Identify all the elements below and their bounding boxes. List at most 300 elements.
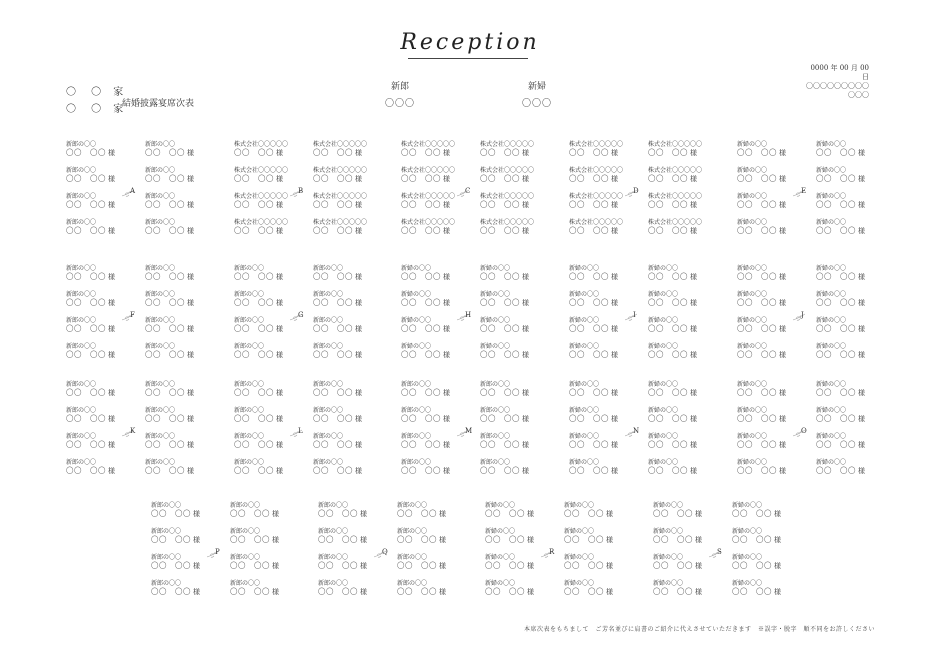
guest-seat <box>569 219 639 245</box>
honorific: 様 <box>443 441 450 449</box>
guest-title: 株式会社〇〇〇〇〇 <box>234 219 289 226</box>
guest-title: 新郎の〇〇 <box>318 580 349 587</box>
guest-title: 新婦の〇〇 <box>737 265 768 272</box>
honorific: 様 <box>690 175 697 183</box>
family-2 <box>66 101 123 118</box>
honorific: 様 <box>690 441 697 449</box>
guest-name: 〇〇 〇〇 <box>569 226 609 235</box>
guest-title: 新郎の〇〇 <box>234 317 265 324</box>
honorific: 様 <box>606 562 613 570</box>
guest-name: 〇〇 〇〇 <box>816 324 856 333</box>
guest-name: 〇〇 〇〇 <box>66 148 106 157</box>
guest-title: 新郎の〇〇 <box>313 433 344 440</box>
guest-title: 新郎の〇〇 <box>401 459 432 466</box>
guest-seat <box>313 317 383 343</box>
guest-name: 〇〇 〇〇 <box>569 200 609 209</box>
guest-title: 株式会社〇〇〇〇〇 <box>648 193 703 200</box>
honorific: 様 <box>108 299 115 307</box>
honorific: 様 <box>611 149 618 157</box>
honorific: 様 <box>355 149 362 157</box>
honorific: 様 <box>779 175 786 183</box>
guest-title: 新婦の〇〇 <box>653 528 684 535</box>
guest-name: 〇〇 〇〇 <box>401 298 441 307</box>
guest-title: 新婦の〇〇 <box>569 265 600 272</box>
seat-column-right <box>230 502 300 606</box>
guest-title: 株式会社〇〇〇〇〇 <box>569 193 624 200</box>
guest-name: 〇〇 〇〇 <box>480 324 520 333</box>
honorific: 様 <box>443 149 450 157</box>
honorific: 様 <box>858 299 865 307</box>
guest-seat <box>648 381 718 407</box>
guest-seat <box>653 502 723 528</box>
honorific: 様 <box>187 299 194 307</box>
guest-title: 新婦の〇〇 <box>816 141 847 148</box>
guest-seat <box>401 381 471 407</box>
honorific: 様 <box>272 562 279 570</box>
honorific: 様 <box>108 175 115 183</box>
guest-name: 〇〇 〇〇 <box>234 174 274 183</box>
honorific: 様 <box>611 467 618 475</box>
guest-name: 〇〇 〇〇 <box>66 414 106 423</box>
family-1 <box>66 84 123 101</box>
seat-column-right <box>145 265 215 369</box>
guest-name: 〇〇 〇〇 <box>151 561 191 570</box>
guest-name: 〇〇 〇〇 <box>145 466 185 475</box>
seat-column-right <box>648 265 718 369</box>
guest-title: 新婦の〇〇 <box>816 167 847 174</box>
guest-title: 新婦の〇〇 <box>569 291 600 298</box>
honorific: 様 <box>779 441 786 449</box>
guest-seat <box>648 141 718 167</box>
honorific: 様 <box>272 536 279 544</box>
table-label: D <box>633 187 639 195</box>
guest-seat <box>145 141 215 167</box>
honorific: 様 <box>272 510 279 518</box>
honorific: 様 <box>522 273 529 281</box>
guest-title: 新郎の〇〇 <box>480 459 511 466</box>
guest-title: 新郎の〇〇 <box>318 554 349 561</box>
seat-column-right <box>397 502 467 606</box>
guest-name: 〇〇 〇〇 <box>313 324 353 333</box>
guest-name: 〇〇 〇〇 <box>313 466 353 475</box>
table-label: J <box>801 311 804 319</box>
seat-column-right <box>564 502 634 606</box>
guest-seat <box>732 502 802 528</box>
guest-seat <box>816 381 886 407</box>
table-f <box>66 265 226 375</box>
honorific: 様 <box>355 441 362 449</box>
guest-name: 〇〇 〇〇 <box>569 414 609 423</box>
guest-title: 新婦の〇〇 <box>737 141 768 148</box>
guest-seat <box>648 459 718 485</box>
guest-title: 新郎の〇〇 <box>66 407 97 414</box>
guest-name: 〇〇 〇〇 <box>653 509 693 518</box>
guest-title: 株式会社〇〇〇〇〇 <box>234 167 289 174</box>
guest-seat <box>313 265 383 291</box>
guest-title: 新郎の〇〇 <box>397 528 428 535</box>
honorific: 様 <box>276 201 283 209</box>
honorific: 様 <box>779 299 786 307</box>
guest-title: 株式会社〇〇〇〇〇 <box>401 167 456 174</box>
honorific: 様 <box>355 227 362 235</box>
guest-title: 新郎の〇〇 <box>480 433 511 440</box>
table-c <box>401 141 561 251</box>
guest-name: 〇〇 〇〇 <box>401 200 441 209</box>
guest-name: 〇〇 〇〇 <box>145 174 185 183</box>
guest-seat <box>401 459 471 485</box>
honorific: 様 <box>522 299 529 307</box>
guest-name: 〇〇 〇〇 <box>234 388 274 397</box>
guest-name: 〇〇 〇〇 <box>732 587 772 596</box>
guest-name: 〇〇 〇〇 <box>151 587 191 596</box>
guest-title: 新郎の〇〇 <box>66 167 97 174</box>
honorific: 様 <box>443 325 450 333</box>
guest-title: 新郎の〇〇 <box>145 193 176 200</box>
guest-name: 〇〇 〇〇 <box>397 509 437 518</box>
table-label: A <box>130 187 136 195</box>
guest-seat <box>485 580 555 606</box>
guest-title: 新婦の〇〇 <box>732 554 763 561</box>
seat-column-right <box>648 141 718 245</box>
guest-seat <box>732 528 802 554</box>
guest-seat <box>234 265 304 291</box>
guest-name: 〇〇 〇〇 <box>648 148 688 157</box>
table-label: R <box>549 548 555 556</box>
honorific: 様 <box>690 227 697 235</box>
table-label: O <box>801 427 807 435</box>
guest-title: 新郎の〇〇 <box>401 433 432 440</box>
honorific: 様 <box>779 351 786 359</box>
guest-seat <box>230 580 300 606</box>
honorific: 様 <box>522 149 529 157</box>
honorific: 様 <box>276 389 283 397</box>
guest-seat <box>401 141 471 167</box>
guest-title: 株式会社〇〇〇〇〇 <box>648 141 703 148</box>
honorific: 様 <box>527 562 534 570</box>
honorific: 様 <box>606 536 613 544</box>
guest-name: 〇〇 〇〇 <box>816 350 856 359</box>
guest-title: 新郎の〇〇 <box>313 459 344 466</box>
honorific: 様 <box>276 441 283 449</box>
guest-name: 〇〇 〇〇 <box>66 324 106 333</box>
table-m <box>401 381 561 491</box>
guest-seat <box>480 459 550 485</box>
guest-seat <box>313 167 383 193</box>
guest-title: 新郎の〇〇 <box>145 317 176 324</box>
honorific: 様 <box>690 351 697 359</box>
guest-seat <box>145 219 215 245</box>
guest-name: 〇〇 〇〇 <box>569 148 609 157</box>
guest-name: 〇〇 〇〇 <box>816 298 856 307</box>
guest-title: 新婦の〇〇 <box>737 193 768 200</box>
reception-script-title: Reception <box>400 30 540 55</box>
guest-title: 新郎の〇〇 <box>313 407 344 414</box>
honorific: 様 <box>355 351 362 359</box>
guest-title: 新郎の〇〇 <box>313 343 344 350</box>
table-l <box>234 381 394 491</box>
guest-title: 新婦の〇〇 <box>816 193 847 200</box>
guest-seat <box>66 343 136 369</box>
guest-title: 新郎の〇〇 <box>66 193 97 200</box>
guest-name: 〇〇 〇〇 <box>816 466 856 475</box>
table-label: M <box>465 427 473 435</box>
honorific: 様 <box>522 415 529 423</box>
honorific: 様 <box>611 273 618 281</box>
guest-name: 〇〇 〇〇 <box>397 587 437 596</box>
guest-seat <box>648 407 718 433</box>
table-k <box>66 381 226 491</box>
guest-seat <box>145 407 215 433</box>
seat-column-right <box>313 265 383 369</box>
guest-seat <box>397 580 467 606</box>
guest-name: 〇〇 〇〇 <box>66 350 106 359</box>
honorific: 様 <box>276 299 283 307</box>
guest-title: 株式会社〇〇〇〇〇 <box>480 141 535 148</box>
table-h <box>401 265 561 375</box>
guest-name: 〇〇 〇〇 <box>653 587 693 596</box>
guest-seat <box>401 265 471 291</box>
guest-seat <box>648 265 718 291</box>
honorific: 様 <box>439 588 446 596</box>
guest-title: 新婦の〇〇 <box>401 291 432 298</box>
seat-column-right <box>480 265 550 369</box>
guest-title: 新婦の〇〇 <box>564 528 595 535</box>
honorific: 様 <box>858 227 865 235</box>
wedding-date: 0000 年 00 月 00 日 <box>810 64 869 81</box>
table-label: P <box>215 548 220 556</box>
guest-name: 〇〇 〇〇 <box>569 440 609 449</box>
guest-name: 〇〇 〇〇 <box>816 148 856 157</box>
table-e <box>737 141 897 251</box>
guest-seat <box>816 291 886 317</box>
honorific: 様 <box>611 389 618 397</box>
honorific: 様 <box>611 351 618 359</box>
honorific: 様 <box>443 299 450 307</box>
guest-seat <box>816 407 886 433</box>
honorific: 様 <box>187 201 194 209</box>
honorific: 様 <box>779 273 786 281</box>
guest-seat <box>480 433 550 459</box>
guest-title: 新郎の〇〇 <box>66 381 97 388</box>
honorific: 様 <box>690 201 697 209</box>
guest-title: 新婦の〇〇 <box>569 317 600 324</box>
guest-name: 〇〇 〇〇 <box>318 509 358 518</box>
guest-title: 新郎の〇〇 <box>230 502 261 509</box>
honorific: 様 <box>360 536 367 544</box>
honorific: 様 <box>108 201 115 209</box>
guest-title: 株式会社〇〇〇〇〇 <box>401 219 456 226</box>
venue-name: 〇〇〇〇〇〇〇〇〇〇〇〇 <box>806 82 869 99</box>
honorific: 様 <box>187 415 194 423</box>
honorific: 様 <box>522 201 529 209</box>
guest-seat <box>648 219 718 245</box>
guest-seat <box>397 502 467 528</box>
guest-seat <box>66 381 136 407</box>
guest-title: 新婦の〇〇 <box>569 407 600 414</box>
table-o <box>737 381 897 491</box>
guest-title: 新婦の〇〇 <box>569 459 600 466</box>
honorific: 様 <box>187 273 194 281</box>
guest-title: 新郎の〇〇 <box>313 265 344 272</box>
honorific: 様 <box>858 441 865 449</box>
honorific: 様 <box>611 299 618 307</box>
guest-seat <box>648 317 718 343</box>
guest-title: 株式会社〇〇〇〇〇 <box>401 141 456 148</box>
guest-title: 新郎の〇〇 <box>401 407 432 414</box>
guest-title: 新婦の〇〇 <box>648 291 679 298</box>
guest-name: 〇〇 〇〇 <box>313 350 353 359</box>
guest-title: 新婦の〇〇 <box>485 580 516 587</box>
guest-name: 〇〇 〇〇 <box>313 388 353 397</box>
guest-title: 新婦の〇〇 <box>648 343 679 350</box>
honorific: 様 <box>360 510 367 518</box>
guest-seat <box>569 265 639 291</box>
guest-title: 新郎の〇〇 <box>480 407 511 414</box>
seat-column-right <box>145 141 215 245</box>
guest-title: 株式会社〇〇〇〇〇 <box>234 141 289 148</box>
guest-name: 〇〇 〇〇 <box>480 388 520 397</box>
guest-title: 新郎の〇〇 <box>397 554 428 561</box>
honorific: 様 <box>779 325 786 333</box>
guest-title: 新婦の〇〇 <box>816 219 847 226</box>
guest-title: 新婦の〇〇 <box>480 317 511 324</box>
guest-title: 新婦の〇〇 <box>480 265 511 272</box>
guest-title: 新郎の〇〇 <box>145 291 176 298</box>
honorific: 様 <box>108 389 115 397</box>
guest-seat <box>145 291 215 317</box>
guest-seat <box>485 502 555 528</box>
guest-title: 新婦の〇〇 <box>732 580 763 587</box>
guest-title: 株式会社〇〇〇〇〇 <box>569 167 624 174</box>
guest-name: 〇〇 〇〇 <box>737 414 777 423</box>
guest-name: 〇〇 〇〇 <box>313 148 353 157</box>
guest-name: 〇〇 〇〇 <box>648 272 688 281</box>
honorific: 様 <box>355 325 362 333</box>
guest-name: 〇〇 〇〇 <box>66 440 106 449</box>
guest-title: 新郎の〇〇 <box>234 433 265 440</box>
guest-name: 〇〇 〇〇 <box>145 200 185 209</box>
honorific: 様 <box>527 510 534 518</box>
honorific: 様 <box>108 441 115 449</box>
honorific: 様 <box>439 510 446 518</box>
guest-seat <box>66 459 136 485</box>
honorific: 様 <box>443 175 450 183</box>
guest-title: 株式会社〇〇〇〇〇 <box>313 141 368 148</box>
guest-name: 〇〇 〇〇 <box>564 535 604 544</box>
honorific: 様 <box>108 467 115 475</box>
guest-seat <box>145 343 215 369</box>
guest-title: 新婦の〇〇 <box>648 317 679 324</box>
guest-name: 〇〇 〇〇 <box>234 200 274 209</box>
guest-title: 新婦の〇〇 <box>564 554 595 561</box>
guest-name: 〇〇 〇〇 <box>313 226 353 235</box>
honorific: 様 <box>527 536 534 544</box>
honorific: 様 <box>779 467 786 475</box>
guest-seat <box>648 167 718 193</box>
honorific: 様 <box>690 149 697 157</box>
table-label: K <box>130 427 136 435</box>
guest-title: 株式会社〇〇〇〇〇 <box>313 167 368 174</box>
honorific: 様 <box>522 467 529 475</box>
guest-name: 〇〇 〇〇 <box>230 509 270 518</box>
guest-title: 新婦の〇〇 <box>648 265 679 272</box>
guest-name: 〇〇 〇〇 <box>318 587 358 596</box>
honorific: 様 <box>193 588 200 596</box>
honorific: 様 <box>355 273 362 281</box>
guest-title: 新郎の〇〇 <box>145 219 176 226</box>
guest-seat <box>397 528 467 554</box>
guest-name: 〇〇 〇〇 <box>401 440 441 449</box>
guest-name: 〇〇 〇〇 <box>401 272 441 281</box>
honorific: 様 <box>779 149 786 157</box>
guest-seat <box>66 141 136 167</box>
guest-name: 〇〇 〇〇 <box>145 272 185 281</box>
honorific: 様 <box>276 415 283 423</box>
honorific: 様 <box>522 441 529 449</box>
guest-name: 〇〇 〇〇 <box>569 298 609 307</box>
honorific: 様 <box>522 175 529 183</box>
table-b <box>234 141 394 251</box>
guest-title: 新婦の〇〇 <box>485 502 516 509</box>
guest-seat <box>313 219 383 245</box>
guest-seat <box>318 502 388 528</box>
honorific: 様 <box>276 325 283 333</box>
guest-title: 新婦の〇〇 <box>648 381 679 388</box>
guest-title: 新婦の〇〇 <box>485 554 516 561</box>
guest-name: 〇〇 〇〇 <box>569 388 609 397</box>
guest-name: 〇〇 〇〇 <box>816 174 856 183</box>
guest-seat <box>648 291 718 317</box>
guest-seat <box>145 381 215 407</box>
guest-seat <box>564 554 634 580</box>
guest-name: 〇〇 〇〇 <box>66 298 106 307</box>
guest-seat <box>564 528 634 554</box>
honorific: 様 <box>858 467 865 475</box>
guest-seat <box>480 407 550 433</box>
guest-name: 〇〇 〇〇 <box>732 509 772 518</box>
guest-name: 〇〇 〇〇 <box>816 440 856 449</box>
guest-name: 〇〇 〇〇 <box>480 200 520 209</box>
guest-seat <box>234 381 304 407</box>
guest-name: 〇〇 〇〇 <box>648 324 688 333</box>
honorific: 様 <box>108 325 115 333</box>
honorific: 様 <box>187 149 194 157</box>
honorific: 様 <box>779 415 786 423</box>
guest-title: 新婦の〇〇 <box>653 502 684 509</box>
guest-name: 〇〇 〇〇 <box>737 174 777 183</box>
guest-title: 株式会社〇〇〇〇〇 <box>569 141 624 148</box>
honorific: 様 <box>858 325 865 333</box>
guest-name: 〇〇 〇〇 <box>816 226 856 235</box>
guest-name: 〇〇 〇〇 <box>145 414 185 423</box>
guest-seat <box>397 554 467 580</box>
guest-title: 新郎の〇〇 <box>66 343 97 350</box>
guest-title: 新婦の〇〇 <box>732 502 763 509</box>
guest-title: 新郎の〇〇 <box>230 580 261 587</box>
guest-name: 〇〇 〇〇 <box>648 466 688 475</box>
honorific: 様 <box>774 588 781 596</box>
guest-title: 株式会社〇〇〇〇〇 <box>648 167 703 174</box>
guest-seat <box>648 193 718 219</box>
guest-title: 新郎の〇〇 <box>397 580 428 587</box>
guest-name: 〇〇 〇〇 <box>816 200 856 209</box>
guest-title: 新郎の〇〇 <box>151 580 182 587</box>
honorific: 様 <box>690 415 697 423</box>
guest-name: 〇〇 〇〇 <box>653 561 693 570</box>
guest-name: 〇〇 〇〇 <box>480 148 520 157</box>
guest-name: 〇〇 〇〇 <box>313 272 353 281</box>
guest-seat <box>816 343 886 369</box>
